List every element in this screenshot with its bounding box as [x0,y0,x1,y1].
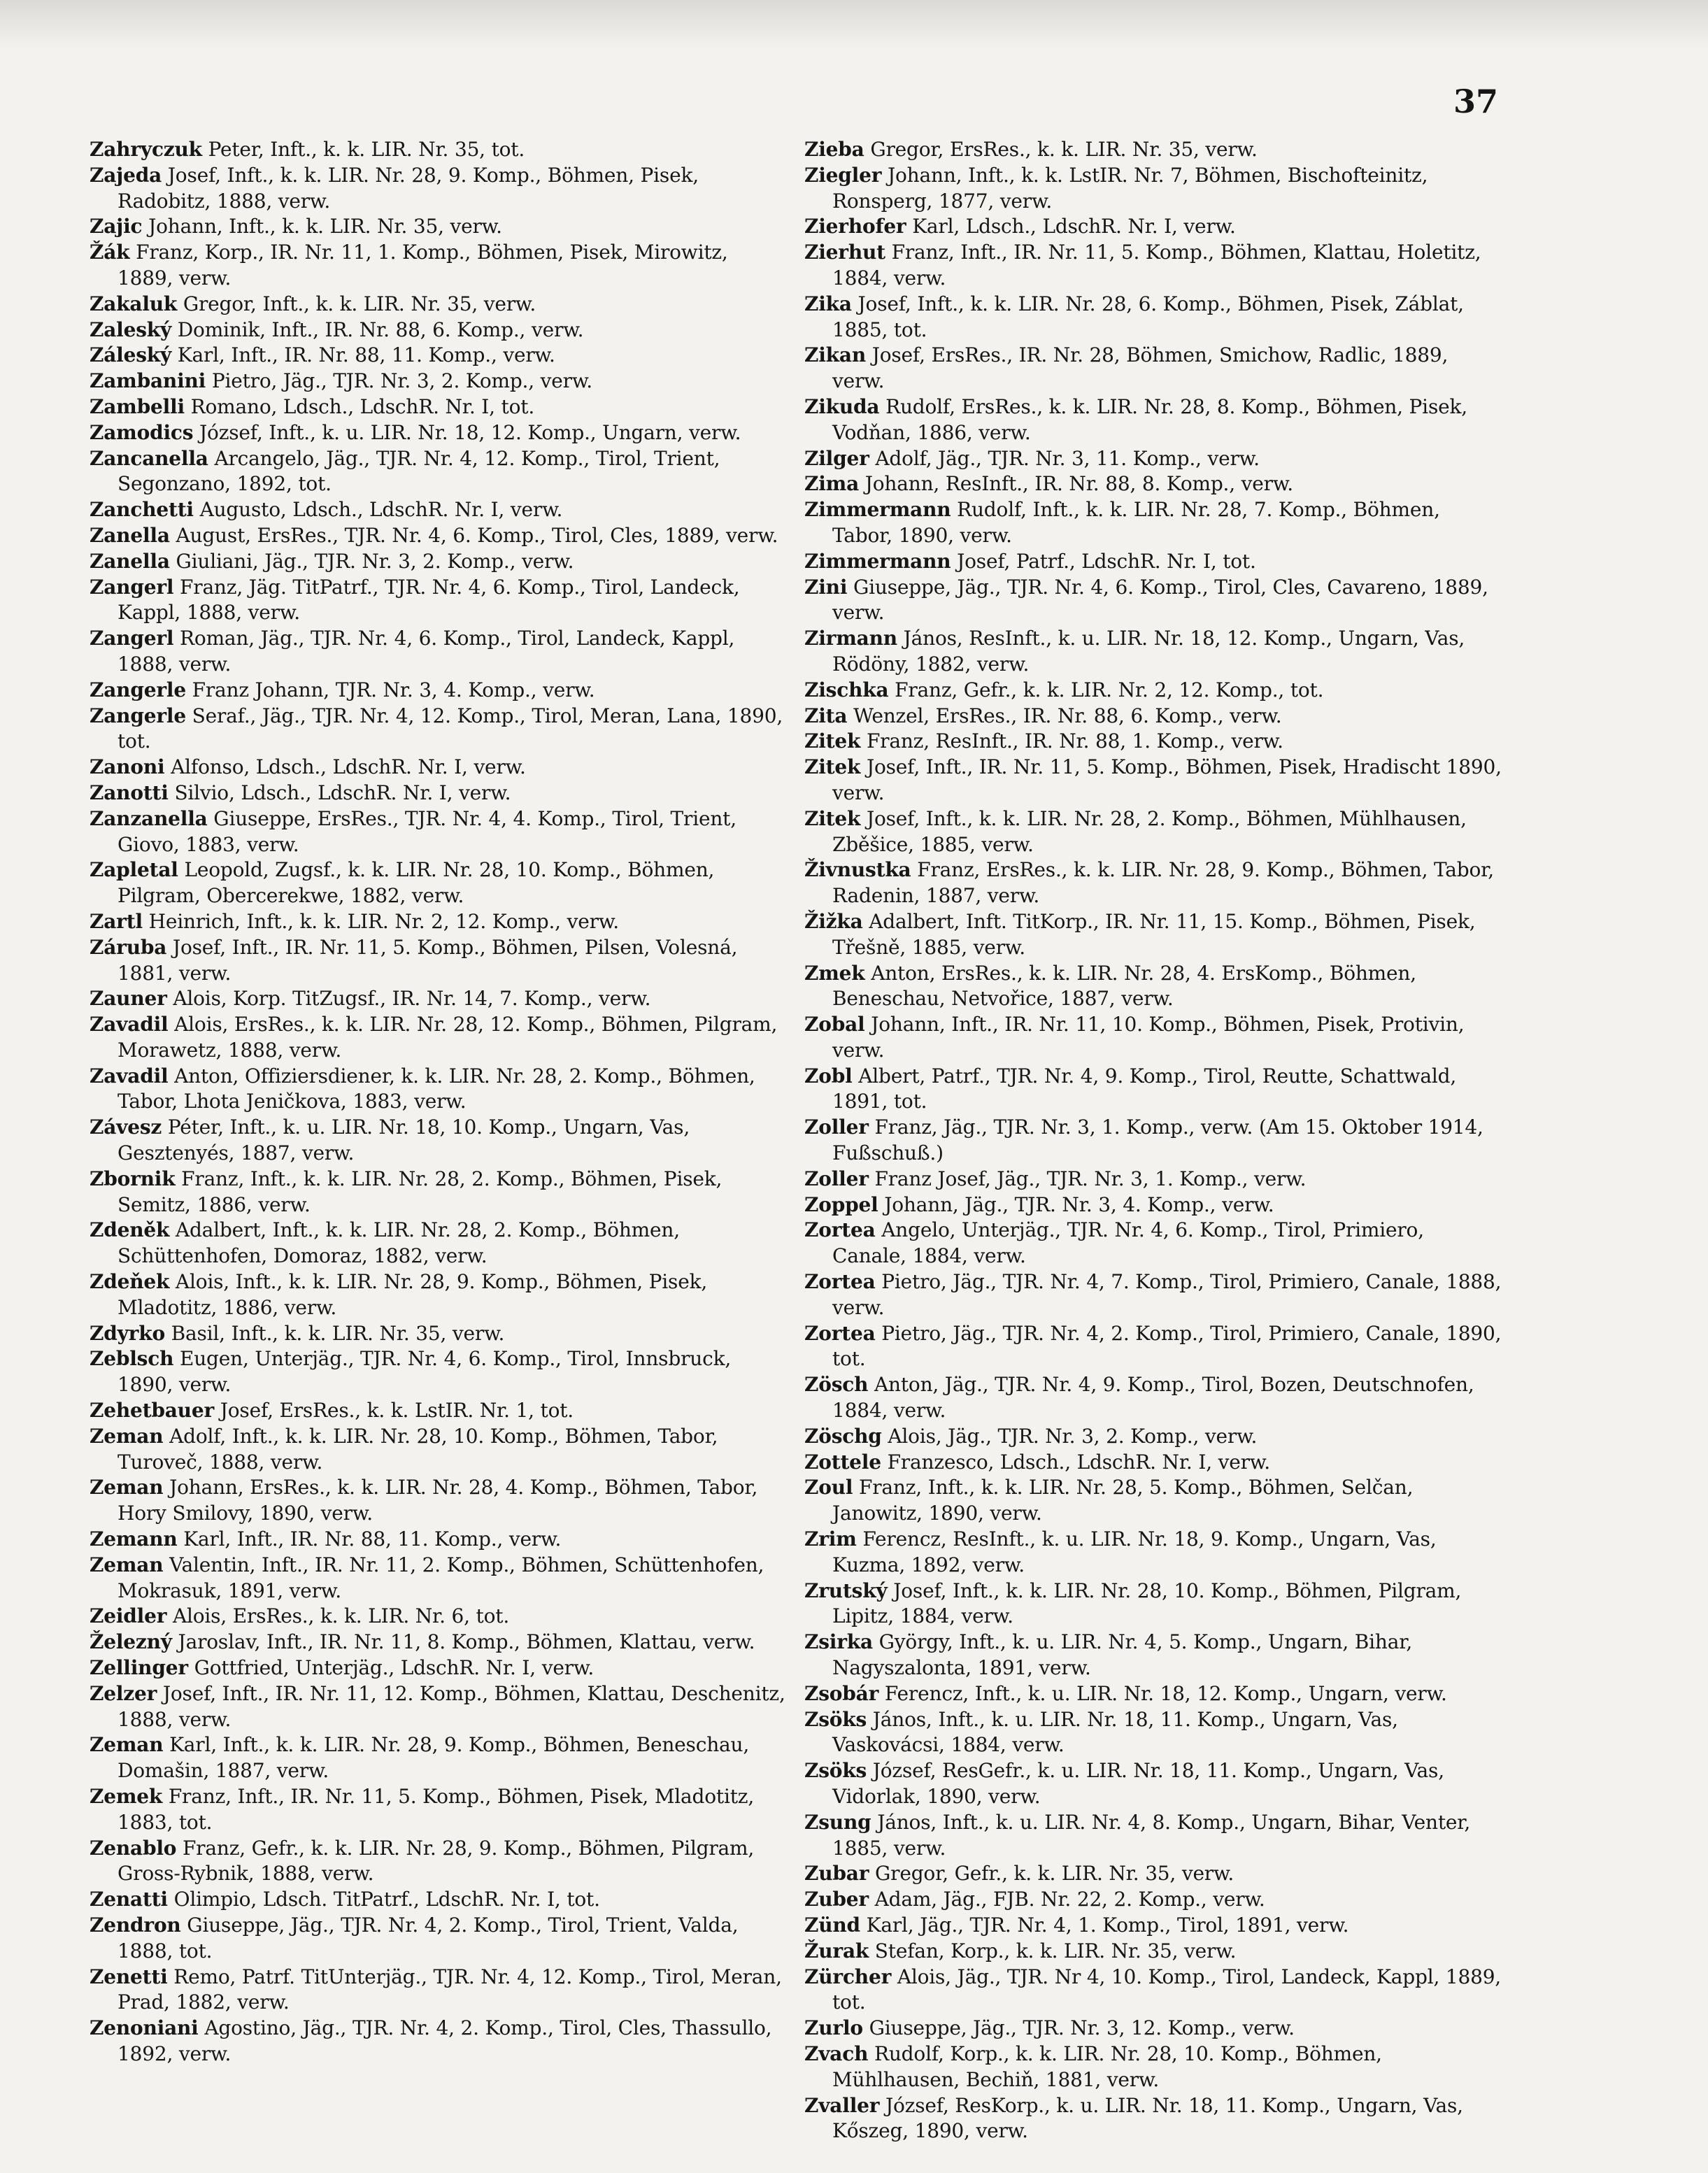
entry-surname: Zika [804,292,852,315]
list-item [90,986,789,1012]
list-item [804,1758,1504,1810]
entry-surname: Živnustka [804,858,911,882]
entry-details: Adalbert, Inft., k. k. LIR. Nr. 28, 2. Komp., Böhmen, Schüttenhofen, Domoraz, 1882, verw. [118,1218,680,1268]
list-item [804,1218,1504,1269]
entry-details: Josef, Patrf., LdschR. Nr. I, tot. [957,549,1256,573]
entry-surname: Zita [804,704,848,727]
list-item [804,446,1504,472]
entry-surname: Zöschg [804,1424,882,1448]
list-item [90,806,789,858]
entry-surname: Zeman [90,1476,164,1499]
entry-surname: Zdyrko [90,1321,165,1345]
list-item [90,523,789,549]
left-column [90,137,789,2067]
entry-details: Gregor, ErsRes., k. k. LIR. Nr. 35, verw. [870,138,1258,161]
list-item [804,1630,1504,1681]
entry-surname: Žižka [804,909,863,933]
entry-surname: Zendron [90,1913,181,1937]
entry-details: Franz, Korp., IR. Nr. 11, 1. Komp., Böhmen, Pisek, Mirowitz, 1889, verw. [118,241,728,290]
entry-surname: Zangerle [90,704,186,727]
entry-details: Johann, Jäg., TJR. Nr. 3, 4. Komp., verw. [884,1192,1274,1216]
list-item [90,137,789,163]
entry-details: Johann, ResInft., IR. Nr. 88, 8. Komp., verw. [864,472,1293,496]
list-item [90,318,789,343]
entry-surname: Zoller [804,1167,869,1190]
list-item [90,1655,789,1681]
list-item [90,857,789,909]
entry-details: Adolf, Jäg., TJR. Nr. 3, 11. Komp., verw. [875,446,1260,470]
entry-surname: Zierhofer [804,215,906,238]
entry-surname: Zitek [804,806,861,830]
entry-details: Franz, Inft., k. k. LIR. Nr. 28, 5. Komp., Böhmen, Selčan, Janowitz, 1890, verw. [832,1476,1414,1525]
list-item [90,292,789,318]
entry-details: Johann, ErsRes., k. k. LIR. Nr. 28, 4. Komp., Böhmen, Tabor, Hory Smilovy, 1890, verw. [118,1476,758,1525]
entry-details: Ferencz, Inft., k. u. LIR. Nr. 18, 12. Komp., Ungarn, verw. [884,1681,1447,1705]
entry-surname: Zirmann [804,627,897,650]
entry-surname: Zahryczuk [90,138,202,161]
entry-details: Pietro, Jäg., TJR. Nr. 4, 2. Komp., Tirol, Primiero, Canale, 1890, tot. [832,1321,1502,1371]
entry-details: Giuseppe, ErsRes., TJR. Nr. 4, 4. Komp., Tirol, Trient, Giovo, 1883, verw. [118,806,736,856]
entry-details: Josef, Inft., IR. Nr. 11, 5. Komp., Böhmen, Pisek, Hradischt 1890, verw. [832,755,1502,804]
entry-surname: Závesz [90,1116,162,1139]
list-item [90,1218,789,1269]
entry-details: Eugen, Unterjäg., TJR. Nr. 4, 6. Komp., Tirol, Innsbruck, 1890, verw. [118,1347,732,1397]
entry-surname: Zrim [804,1527,857,1551]
entry-details: Gregor, Gefr., k. k. LIR. Nr. 35, verw. [874,1862,1234,1886]
list-item [804,1450,1504,1476]
entry-details: Seraf., Jäg., TJR. Nr. 4, 12. Komp., Tirol, Meran, Lana, 1890, tot. [118,704,783,753]
list-item [90,1398,789,1424]
entry-surname: Zitek [804,729,861,753]
list-item [804,806,1504,858]
entry-surname: Zelzer [90,1681,157,1705]
list-item [90,1732,789,1784]
entry-details: Franz, ErsRes., k. k. LIR. Nr. 28, 9. Komp., Böhmen, Tabor, Radenin, 1887, verw. [832,858,1494,908]
entry-details: János, Inft., k. u. LIR. Nr. 4, 8. Komp., Ungarn, Bihar, Venter, 1885, verw. [832,1810,1471,1860]
list-item [90,420,789,446]
entry-details: János, ResInft., k. u. LIR. Nr. 18, 12. Komp., Ungarn, Vas, Rödöny, 1882, verw. [832,627,1465,676]
list-item [804,626,1504,678]
entry-details: Franz, Jäg. TitPatrf., TJR. Nr. 4, 6. Komp., Tirol, Landeck, Kappl, 1888, verw. [118,575,740,625]
entry-surname: Zvaller [804,2093,880,2117]
entry-surname: Zeman [90,1733,164,1757]
entry-details: Franz Johann, TJR. Nr. 3, 4. Komp., verw. [192,678,595,701]
entry-surname: Žurak [804,1939,869,1962]
entry-details: Karl, Ldsch., LdschR. Nr. I, verw. [912,215,1236,238]
list-item [804,292,1504,343]
list-item [90,369,789,394]
entry-details: Basil, Inft., k. k. LIR. Nr. 35, verw. [171,1321,505,1345]
scan-shadow [0,0,1708,49]
entry-details: Johann, Inft., IR. Nr. 11, 10. Komp., Böhmen, Pisek, Protivin, verw. [832,1013,1465,1062]
entry-surname: Zanotti [90,781,169,804]
entry-details: Pietro, Jäg., TJR. Nr. 3, 2. Komp., verw. [211,369,592,393]
entry-surname: Zancanella [90,446,208,470]
entry-surname: Zischka [804,678,889,701]
entry-details: Adam, Jäg., FJB. Nr. 22, 2. Komp., verw. [874,1888,1265,1911]
entry-surname: Zenablo [90,1836,177,1860]
list-item [90,1064,789,1116]
entry-surname: Zangerl [90,575,174,599]
list-item [90,240,789,292]
list-item [90,575,789,627]
entry-surname: Ziegler [804,163,882,187]
entry-details: Angelo, Unterjäg., TJR. Nr. 4, 6. Komp., Tirol, Primiero, Canale, 1884, verw. [832,1218,1424,1268]
entry-surname: Zakaluk [90,292,178,315]
entry-details: Arcangelo, Jäg., TJR. Nr. 4, 12. Komp., Tirol, Trient, Segonzano, 1892, tot. [118,446,720,496]
entry-surname: Zanzanella [90,806,208,830]
entry-details: György, Inft., k. u. LIR. Nr. 4, 5. Komp., Ungarn, Bihar, Nagyszalonta, 1891, verw. [832,1630,1413,1680]
entry-details: Karl, Inft., IR. Nr. 88, 11. Komp., verw. [183,1527,562,1551]
entry-surname: Zikuda [804,394,880,418]
entry-details: Franz Josef, Jäg., TJR. Nr. 3, 1. Komp., verw. [874,1167,1307,1190]
entry-details: Silvio, Ldsch., LdschR. Nr. I, verw. [174,781,511,804]
entry-details: Johann, Inft., k. k. LIR. Nr. 35, verw. [148,215,502,238]
entry-surname: Zsirka [804,1630,873,1654]
entry-surname: Zuber [804,1888,869,1911]
entry-surname: Zaleský [90,318,172,341]
entry-surname: Zamodics [90,420,194,444]
entry-details: Franz, Jäg., TJR. Nr. 3, 1. Komp., verw. (Am 15. Oktober 1914, Fußschuß.) [832,1116,1483,1165]
list-item [90,394,789,420]
list-item [90,549,789,575]
entry-details: Rudolf, Korp., k. k. LIR. Nr. 28, 10. Komp., Böhmen, Mühlhausen, Bechiň, 1881, verw. [832,2042,1382,2091]
entry-surname: Zortea [804,1321,876,1345]
list-item [90,214,789,240]
entry-details: Rudolf, ErsRes., k. k. LIR. Nr. 28, 8. Komp., Böhmen, Pisek, Vodňan, 1886, verw. [832,394,1467,444]
entry-details: Péter, Inft., k. u. LIR. Nr. 18, 10. Komp., Ungarn, Vas, Gesztenyés, 1887, verw. [118,1116,690,1165]
entry-surname: Zeidler [90,1604,167,1628]
entry-details: Albert, Patrf., TJR. Nr. 4, 9. Komp., Tirol, Reutte, Schattwald, 1891, tot. [832,1064,1457,1113]
entry-surname: Zsobár [804,1681,879,1705]
list-item [804,1810,1504,1862]
entry-surname: Zangerle [90,678,186,701]
entry-details: Franz, Inft., IR. Nr. 11, 5. Komp., Böhmen, Pisek, Mladotitz, 1883, tot. [118,1785,755,1834]
list-item [804,163,1504,215]
entry-details: Josef, Inft., k. k. LIR. Nr. 28, 10. Komp., Böhmen, Pilgram, Lipitz, 1884, verw. [832,1579,1462,1628]
list-item [90,678,789,704]
entry-surname: Zünd [804,1913,860,1937]
entry-details: Franz, Inft., IR. Nr. 11, 5. Komp., Böhmen, Klattau, Holetitz, 1884, verw. [832,241,1481,290]
entry-surname: Zikan [804,343,866,367]
list-item [90,163,789,215]
entry-details: Josef, Inft., k. k. LIR. Nr. 28, 2. Komp., Böhmen, Mühlhausen, Zběšice, 1885, verw. [832,806,1467,856]
list-item [90,1553,789,1604]
entry-surname: Zemann [90,1527,178,1551]
entry-details: Heinrich, Inft., k. k. LIR. Nr. 2, 12. Komp., verw. [148,909,619,933]
entry-details: Giuseppe, Jäg., TJR. Nr. 4, 2. Komp., Tirol, Trient, Valda, 1888, tot. [118,1913,739,1962]
entry-details: Josef, Inft., k. k. LIR. Nr. 28, 6. Komp., Böhmen, Pisek, Záblat, 1885, tot. [832,292,1464,341]
list-item [804,2042,1504,2093]
entry-details: Karl, Jäg., TJR. Nr. 4, 1. Komp., Tirol, 1891, verw. [866,1913,1349,1937]
entry-surname: Zottele [804,1450,881,1474]
entry-details: József, ResGefr., k. u. LIR. Nr. 18, 11. Komp., Ungarn, Vas, Vidorlak, 1890, verw. [832,1759,1444,1808]
entry-surname: Zoller [804,1116,869,1139]
list-item [90,626,789,678]
list-item [804,1012,1504,1064]
list-item [804,1579,1504,1630]
entry-surname: Zsöks [804,1759,867,1783]
entry-details: Pietro, Jäg., TJR. Nr. 4, 7. Komp., Tirol, Primiero, Canale, 1888, verw. [832,1270,1502,1319]
entry-details: Peter, Inft., k. k. LIR. Nr. 35, tot. [208,138,525,161]
entry-details: Josef, Inft., IR. Nr. 11, 12. Komp., Böhmen, Klattau, Deschenitz, 1888, verw. [118,1681,785,1731]
entry-surname: Zsung [804,1810,871,1834]
list-item [804,1064,1504,1116]
list-item [90,1475,789,1527]
entry-surname: Zitek [804,755,861,779]
entry-details: József, Inft., k. u. LIR. Nr. 18, 12. Komp., Ungarn, verw. [199,420,741,444]
list-item [804,1939,1504,1965]
list-item [90,909,789,935]
entry-details: Alois, Jäg., TJR. Nr 4, 10. Komp., Tirol, Landeck, Kappl, 1889, tot. [832,1965,1502,2014]
entry-surname: Zimmermann [804,498,951,522]
list-item [90,446,789,498]
list-item [804,214,1504,240]
entry-details: Giuseppe, Jäg., TJR. Nr. 3, 12. Komp., verw. [869,2016,1295,2040]
list-item [804,704,1504,729]
entry-surname: Zanchetti [90,498,194,522]
entry-surname: Železný [90,1630,172,1654]
entry-details: Ferencz, ResInft., k. u. LIR. Nr. 18, 9. Komp., Ungarn, Vas, Kuzma, 1892, verw. [832,1527,1437,1576]
entry-surname: Zieba [804,138,864,161]
entry-surname: Zmek [804,961,865,985]
list-item [804,909,1504,961]
entry-surname: Zemek [90,1785,163,1808]
entry-surname: Záleský [90,343,172,367]
entry-surname: Zellinger [90,1656,188,1680]
entry-details: Romano, Ldsch., LdschR. Nr. I, tot. [190,394,535,418]
entry-details: Jaroslav, Inft., IR. Nr. 11, 8. Komp., Böhmen, Klattau, verw. [178,1630,755,1654]
list-item [90,935,789,987]
entry-surname: Zanella [90,549,170,573]
list-item [804,394,1504,446]
list-item [804,729,1504,755]
entry-details: Stefan, Korp., k. k. LIR. Nr. 35, verw. [874,1939,1237,1962]
entry-surname: Zürcher [804,1965,892,1988]
list-item [804,1475,1504,1527]
entry-details: József, ResKorp., k. u. LIR. Nr. 18, 11. Komp., Ungarn, Vas, Kőszeg, 1890, verw. [832,2093,1463,2143]
entry-details: Karl, Inft., IR. Nr. 88, 11. Komp., verw. [177,343,555,367]
entry-surname: Zimmermann [804,549,951,573]
entry-details: Josef, Inft., IR. Nr. 11, 5. Komp., Böhmen, Pilsen, Volesná, 1881, verw. [118,935,738,985]
right-column [804,137,1504,2144]
entry-details: Agostino, Jäg., TJR. Nr. 4, 2. Komp., Tirol, Cles, Thassullo, 1892, verw. [118,2016,772,2065]
entry-surname: Zeman [90,1553,164,1576]
entry-details: Franz, Inft., k. k. LIR. Nr. 28, 2. Komp., Böhmen, Pisek, Semitz, 1886, verw. [118,1167,723,1216]
entry-details: Josef, Inft., k. k. LIR. Nr. 28, 9. Komp., Böhmen, Pisek, Radobitz, 1888, verw. [118,163,699,213]
entry-surname: Zenatti [90,1888,168,1911]
entry-surname: Zapletal [90,858,178,882]
entry-surname: Zurlo [804,2016,863,2040]
entry-surname: Zortea [804,1270,876,1294]
list-item [804,1192,1504,1218]
entry-surname: Zeman [90,1424,164,1448]
list-item [804,961,1504,1013]
entry-details: Alois, Korp. TitZugsf., IR. Nr. 14, 7. Komp., verw. [173,987,651,1011]
entry-surname: Zvach [804,2042,869,2065]
entry-details: Valentin, Inft., IR. Nr. 11, 2. Komp., Böhmen, Schüttenhofen, Mokrasuk, 1891, verw. [118,1553,764,1602]
entry-details: August, ErsRes., TJR. Nr. 4, 6. Komp., Tirol, Cles, 1889, verw. [176,523,778,547]
entry-details: János, Inft., k. u. LIR. Nr. 18, 11. Komp., Ungarn, Vas, Vaskovácsi, 1884, verw. [832,1707,1398,1757]
list-item [90,781,789,806]
list-item [90,1321,789,1347]
list-item [804,137,1504,163]
list-item [90,1630,789,1655]
entry-surname: Zobl [804,1064,853,1088]
entry-surname: Zrutský [804,1579,888,1602]
entry-details: Wenzel, ErsRes., IR. Nr. 88, 6. Komp., verw. [853,704,1282,727]
entry-details: Alois, Jäg., TJR. Nr. 3, 2. Komp., verw. [888,1424,1258,1448]
list-item [90,1424,789,1476]
entry-surname: Zeblsch [90,1347,174,1371]
entry-surname: Zartl [90,909,143,933]
list-item [804,1707,1504,1759]
entry-details: Anton, ErsRes., k. k. LIR. Nr. 28, 4. ErsKomp., Böhmen, Beneschau, Netvořice, 1887, verw. [832,961,1416,1011]
list-item [90,2016,789,2067]
entry-details: Giuseppe, Jäg., TJR. Nr. 4, 6. Komp., Tirol, Cles, Cavareno, 1889, verw. [832,575,1488,625]
entry-surname: Zilger [804,446,869,470]
list-item [804,549,1504,575]
entry-surname: Zdeněk [90,1218,170,1242]
entry-surname: Zenoniani [90,2016,199,2040]
entry-surname: Žák [90,241,130,264]
entry-surname: Zavadil [90,1013,169,1036]
list-item [90,704,789,755]
entry-details: Franzesco, Ldsch., LdschR. Nr. I, verw. [887,1450,1270,1474]
entry-surname: Zauner [90,987,167,1011]
entry-surname: Zangerl [90,627,174,650]
entry-surname: Zoul [804,1476,853,1499]
entry-surname: Záruba [90,935,167,959]
list-item [90,1012,789,1064]
entry-details: Olimpio, Ldsch. TitPatrf., LdschR. Nr. I, tot. [173,1888,600,1911]
list-item [90,1836,789,1888]
entry-surname: Zanoni [90,755,165,779]
list-item [804,575,1504,627]
entry-details: Alfonso, Ldsch., LdschR. Nr. I, verw. [171,755,526,779]
entry-surname: Zima [804,472,860,496]
list-item [804,1887,1504,1913]
entry-details: Josef, ErsRes., IR. Nr. 28, Böhmen, Smichow, Radlic, 1889, verw. [832,343,1449,393]
list-item [90,1887,789,1913]
entry-details: Franz, ResInft., IR. Nr. 88, 1. Komp., verw. [866,729,1283,753]
list-item [804,678,1504,704]
list-item [804,1965,1504,2016]
list-item [90,1604,789,1630]
entry-details: Giuliani, Jäg., TJR. Nr. 3, 2. Komp., verw. [176,549,574,573]
entry-surname: Zdeňek [90,1270,170,1294]
list-item [90,343,789,369]
list-item [804,1372,1504,1424]
entry-details: Leopold, Zugsf., k. k. LIR. Nr. 28, 10. Komp., Böhmen, Pilgram, Obercerekwe, 1882, verw. [118,858,715,908]
list-item [804,1527,1504,1579]
list-item [90,1167,789,1218]
entry-details: Alois, Inft., k. k. LIR. Nr. 28, 9. Komp., Böhmen, Pisek, Mladotitz, 1886, verw. [118,1270,708,1319]
page-number: 37 [1453,83,1498,120]
entry-details: Remo, Patrf. TitUnterjäg., TJR. Nr. 4, 12. Komp., Tirol, Meran, Prad, 1882, verw. [118,1965,782,2014]
entry-surname: Zenetti [90,1965,168,1988]
list-item [804,497,1504,549]
list-item [804,1681,1504,1707]
list-item [804,2016,1504,2042]
entry-details: Johann, Inft., k. k. LstIR. Nr. 7, Böhmen, Bischofteinitz, Ronsperg, 1877, verw. [832,163,1428,213]
entry-surname: Zehetbauer [90,1399,215,1423]
list-item [90,1913,789,1965]
list-item [90,1681,789,1733]
list-item [804,1115,1504,1167]
entry-details: Gottfried, Unterjäg., LdschR. Nr. I, verw. [194,1656,595,1680]
entry-surname: Zanella [90,523,170,547]
list-item [804,1321,1504,1373]
list-item [804,1913,1504,1939]
list-item [804,1861,1504,1887]
entry-details: Gregor, Inft., k. k. LIR. Nr. 35, verw. [183,292,536,315]
list-item [804,755,1504,806]
entry-details: Franz, Gefr., k. k. LIR. Nr. 2, 12. Komp., tot. [895,678,1324,701]
list-item [804,471,1504,497]
list-item [804,857,1504,909]
entry-details: Rudolf, Inft., k. k. LIR. Nr. 28, 7. Komp., Böhmen, Tabor, 1890, verw. [832,498,1440,547]
entry-surname: Zsöks [804,1707,867,1731]
entry-surname: Zambanini [90,369,206,393]
entry-surname: Zubar [804,1862,869,1886]
entry-surname: Zoppel [804,1192,878,1216]
entry-details: Roman, Jäg., TJR. Nr. 4, 6. Komp., Tirol, Landeck, Kappl, 1888, verw. [118,627,735,676]
list-item [90,497,789,523]
list-item [90,1115,789,1167]
entry-surname: Zajic [90,215,143,238]
entry-surname: Zortea [804,1218,876,1242]
list-item [90,1346,789,1398]
list-item [90,755,789,781]
entry-details: Josef, ErsRes., k. k. LstIR. Nr. 1, tot. [220,1399,574,1423]
list-item [804,2093,1504,2145]
entry-details: Franz, Gefr., k. k. LIR. Nr. 28, 9. Komp., Böhmen, Pilgram, Gross-Rybnik, 1888, verw. [118,1836,755,1886]
entry-details: Karl, Inft., k. k. LIR. Nr. 28, 9. Komp., Böhmen, Beneschau, Domašin, 1887, verw. [118,1733,750,1783]
entry-surname: Zobal [804,1013,865,1036]
list-item [804,343,1504,394]
list-item [804,240,1504,292]
entry-surname: Zambelli [90,394,185,418]
entry-details: Adalbert, Inft. TitKorp., IR. Nr. 11, 15. Komp., Böhmen, Pisek, Třešně, 1885, verw. [832,909,1476,959]
list-item [90,1965,789,2016]
entry-surname: Zösch [804,1373,869,1397]
entry-details: Anton, Jäg., TJR. Nr. 4, 9. Komp., Tirol, Bozen, Deutschnofen, 1884, verw. [832,1373,1474,1423]
list-item [90,1784,789,1836]
entry-details: Alois, ErsRes., k. k. LIR. Nr. 6, tot. [172,1604,510,1628]
list-item [804,1269,1504,1321]
list-item [804,1424,1504,1450]
entry-surname: Zierhut [804,241,885,264]
entry-details: Adolf, Inft., k. k. LIR. Nr. 28, 10. Komp., Böhmen, Tabor, Turoveč, 1888, verw. [118,1424,718,1474]
entry-details: Dominik, Inft., IR. Nr. 88, 6. Komp., verw. [177,318,584,341]
entry-details: Anton, Offiziersdiener, k. k. LIR. Nr. 28, 2. Komp., Böhmen, Tabor, Lhota Jeničkova, 1883, verw. [118,1064,755,1113]
entry-details: Alois, ErsRes., k. k. LIR. Nr. 28, 12. Komp., Böhmen, Pilgram, Morawetz, 1888, verw. [118,1013,778,1062]
list-item [90,1269,789,1321]
entry-surname: Zini [804,575,848,599]
list-item [90,1527,789,1553]
entry-surname: Zavadil [90,1064,169,1088]
list-item [804,1167,1504,1192]
entry-surname: Zajeda [90,163,162,187]
entry-surname: Zbornik [90,1167,176,1190]
entry-details: Augusto, Ldsch., LdschR. Nr. I, verw. [199,498,563,522]
